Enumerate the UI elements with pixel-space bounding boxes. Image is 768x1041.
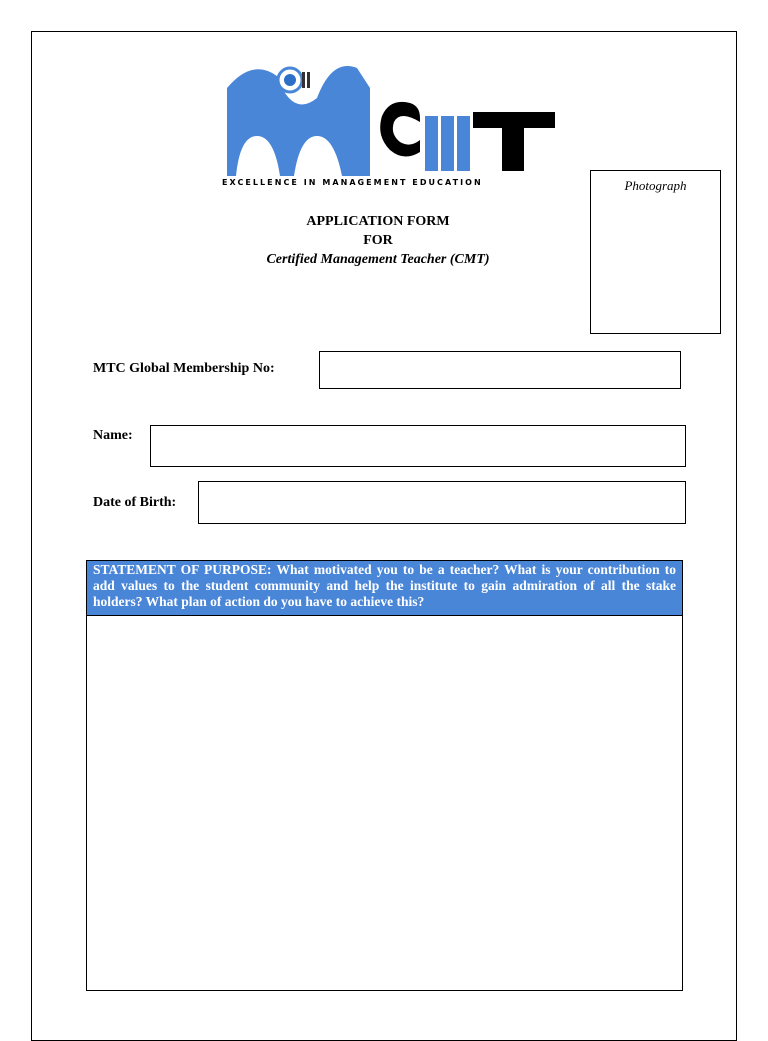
name-label: Name:	[93, 428, 133, 443]
purpose-heading: STATEMENT OF PURPOSE: What motivated you to be a teacher? What is your contribution to add values to the student community and help the institute to gain admiration of all the stake holders? What plan of action do you have to achieve this?	[87, 561, 682, 616]
name-field[interactable]	[150, 425, 686, 467]
logo-letter-m	[425, 116, 470, 171]
cmt-logo	[222, 58, 557, 193]
logo-letter-c	[380, 102, 420, 157]
membership-label: MTC Global Membership No:	[93, 361, 275, 376]
statement-of-purpose-box	[86, 560, 683, 991]
dob-label: Date of Birth:	[93, 495, 177, 510]
title-line-3: Certified Management Teacher (CMT)	[266, 252, 490, 267]
photograph-box[interactable]	[590, 170, 721, 334]
photograph-label: Photograph	[624, 178, 687, 193]
title-line-1: APPLICATION FORM	[306, 214, 450, 229]
logo-tagline: EXCELLENCE IN MANAGEMENT EDUCATION	[222, 178, 483, 187]
title-line-2: FOR	[363, 233, 393, 248]
form-title	[200, 212, 556, 269]
logo-letter-t	[473, 112, 555, 171]
purpose-text-area[interactable]	[87, 616, 682, 990]
membership-field[interactable]	[319, 351, 681, 389]
dob-field[interactable]	[198, 481, 686, 524]
